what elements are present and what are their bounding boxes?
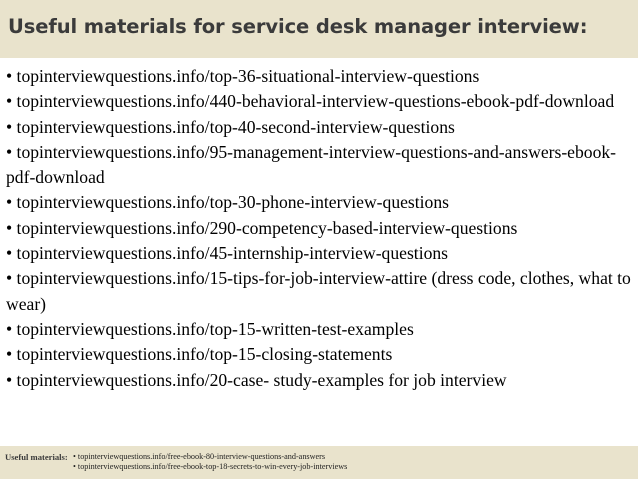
list-item: • topinterviewquestions.info/15-tips-for-job-interview-attire (dress code, clothes, what to wear) (6, 268, 631, 314)
list-item: • topinterviewquestions.info/top-30-phone-interview-questions (6, 192, 449, 213)
footer-link: • topinterviewquestions.info/free-ebook-top-18-secrets-to-win-every-job-interviews (73, 462, 348, 471)
materials-list (6, 64, 634, 393)
list-item: • topinterviewquestions.info/440-behavioral-interview-questions-ebook-pdf-download (6, 91, 615, 112)
page-title: Useful materials for service desk manager interview: (8, 15, 588, 38)
list-item: • topinterviewquestions.info/top-15-written-test-examples (6, 318, 414, 339)
list-item: • topinterviewquestions.info/top-15-closing-statements (6, 344, 393, 365)
footer-link: • topinterviewquestions.info/free-ebook-80-interview-questions-and-answers (73, 452, 326, 461)
list-item: • topinterviewquestions.info/top-36-situational-interview-questions (6, 66, 480, 86)
list-item: • topinterviewquestions.info/20-case- study-examples for job interview (6, 369, 507, 390)
list-item: • topinterviewquestions.info/290-competency-based-interview-questions (6, 217, 518, 238)
list-item: • topinterviewquestions.info/95-management-interview-questions-and-answers-ebook-pdf-download (6, 141, 617, 188)
footer-label: Useful materials: (5, 452, 68, 462)
list-item: • topinterviewquestions.info/top-40-second-interview-questions (6, 116, 455, 137)
list-item: • topinterviewquestions.info/45-internship-interview-questions (6, 243, 449, 264)
footer-links (73, 452, 347, 472)
